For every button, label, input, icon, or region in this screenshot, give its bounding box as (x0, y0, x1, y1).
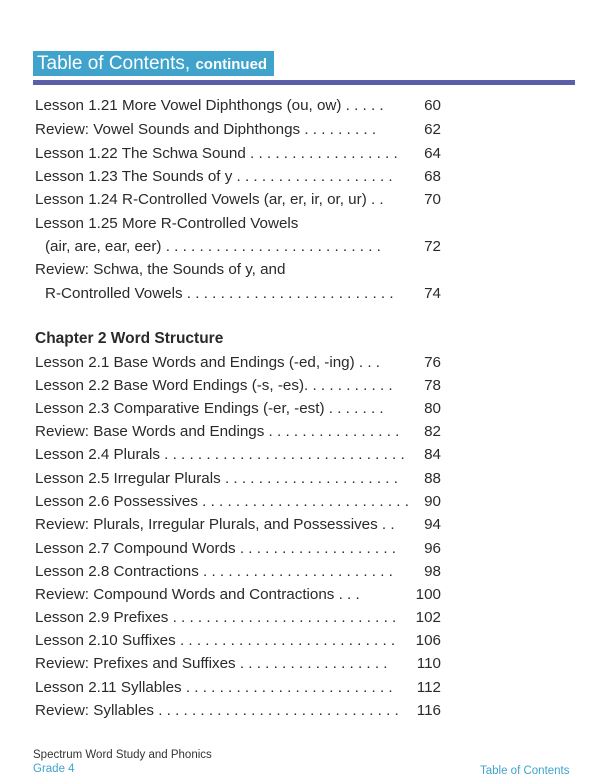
toc-entry-page: 82 (422, 421, 441, 443)
toc-entry (35, 352, 441, 374)
toc-entry-text: Lesson 1.24 R-Controlled Vowels (ar, er, ir, or, ur) . . (35, 191, 384, 208)
toc-entry-page: 116 (415, 700, 441, 722)
toc-entry-text: Lesson 1.22 The Schwa Sound . . . . . . . . . . . . . . . . . . (35, 145, 398, 162)
section-title-continued: continued (195, 56, 268, 73)
toc-entry-text: Lesson 2.6 Possessives . . . . . . . . . . . . . . . . . . . . . . . . . (35, 493, 409, 510)
title-divider (33, 80, 575, 85)
toc-entry-text: Lesson 2.5 Irregular Plurals . . . . . . . . . . . . . . . . . . . . . (35, 470, 398, 487)
section-title-main: Table of Contents, (37, 53, 191, 74)
toc-entry-page: 76 (422, 352, 441, 374)
toc-entry-text: Lesson 2.7 Compound Words . . . . . . . . . . . . . . . . . . . (35, 540, 396, 557)
toc-entry-page: 102 (414, 607, 441, 629)
toc-entry-text: Lesson 2.9 Prefixes . . . . . . . . . . . . . . . . . . . . . . . . . . . (35, 609, 397, 626)
toc-entry-page: 94 (422, 514, 441, 536)
toc-entry-text: Lesson 1.25 More R-Controlled Vowels (35, 215, 299, 232)
toc-entry-page: 70 (422, 189, 441, 211)
toc-entry (35, 189, 441, 211)
toc-entry (35, 607, 441, 629)
toc-entry-text: Lesson 2.2 Base Word Endings (-s, -es). . . . . . . . . . . (35, 377, 393, 394)
toc-entry (35, 166, 441, 188)
footer-book-info (33, 748, 212, 776)
toc-entry (35, 584, 441, 606)
toc-entry-page: 100 (414, 584, 441, 606)
toc-entry-page: 106 (414, 630, 441, 652)
toc-entry-page: 68 (422, 166, 441, 188)
toc-entry (35, 95, 441, 117)
toc-entry-text: Review: Prefixes and Suffixes . . . . . . . . . . . . . . . . . . (35, 655, 388, 672)
toc-entry-page: 62 (422, 119, 441, 141)
toc-entry-page: 90 (422, 491, 441, 513)
toc-entry-page: 112 (415, 677, 441, 699)
toc-entry-text: Lesson 2.8 Contractions . . . . . . . . . . . . . . . . . . . . . . . (35, 563, 393, 580)
toc-entry-text: Review: Compound Words and Contractions . . . (35, 586, 360, 603)
toc-entry-text: Lesson 1.23 The Sounds of y . . . . . . . . . . . . . . . . . . . (35, 168, 393, 185)
toc-entry-page: 98 (422, 561, 441, 583)
toc-entry (35, 375, 441, 397)
toc-entry-text: Lesson 2.3 Comparative Endings (-er, -est) . . . . . . . (35, 400, 384, 417)
toc-entry-text: Review: Syllables . . . . . . . . . . . . . . . . . . . . . . . . . . . . . (35, 702, 399, 719)
toc-entry-page: 88 (422, 468, 441, 490)
toc-entry-text: R-Controlled Vowels . . . . . . . . . . . . . . . . . . . . . . . . . (45, 285, 394, 302)
toc-entry-text: Lesson 1.21 More Vowel Diphthongs (ou, ow) . . . . . (35, 97, 384, 114)
toc-entry-page: 64 (422, 143, 441, 165)
toc-entry (35, 653, 441, 675)
toc-entry-page: 110 (415, 653, 441, 675)
toc-entry (35, 491, 441, 513)
toc-entry (35, 283, 441, 305)
toc-entry-page: 72 (422, 236, 441, 258)
toc-entry (35, 677, 441, 699)
toc-entry (35, 468, 441, 490)
section-title (33, 51, 274, 76)
toc-entry-text: Review: Schwa, the Sounds of y, and (35, 261, 286, 278)
toc-entry (35, 143, 441, 165)
toc-entry-text: Review: Plurals, Irregular Plurals, and Possessives . . (35, 516, 395, 533)
toc-entry-page: 78 (422, 375, 441, 397)
footer-section-name: Table of Contents (480, 765, 570, 777)
toc-entry (35, 538, 441, 560)
toc-entry (35, 213, 441, 235)
toc-entry-text: (air, are, ear, eer) . . . . . . . . . . . . . . . . . . . . . . . . . . (45, 238, 381, 255)
footer-book-title: Spectrum Word Study and Phonics (33, 749, 212, 761)
toc-entry (35, 700, 441, 722)
toc-entry (35, 421, 441, 443)
toc-entry (35, 444, 441, 466)
toc-entry (35, 561, 441, 583)
footer-grade: Grade 4 (33, 763, 75, 775)
toc-entry (35, 119, 441, 141)
toc-entry (35, 259, 441, 281)
toc-entry (35, 236, 441, 258)
toc-entry-page: 84 (422, 444, 441, 466)
toc-entry (35, 630, 441, 652)
toc-entry-page: 74 (422, 283, 441, 305)
toc-entry-text: Lesson 2.1 Base Words and Endings (-ed, -ing) . . . (35, 354, 380, 371)
toc-entry-text: Review: Vowel Sounds and Diphthongs . . . . . . . . . (35, 121, 377, 138)
chapter-heading: Chapter 2 Word Structure (35, 330, 224, 347)
toc-entry-text: Lesson 2.11 Syllables . . . . . . . . . . . . . . . . . . . . . . . . . (35, 679, 393, 696)
toc-entry-page: 80 (422, 398, 441, 420)
toc-entry (35, 514, 441, 536)
toc-entry-text: Lesson 2.10 Suffixes . . . . . . . . . . . . . . . . . . . . . . . . . . (35, 632, 396, 649)
toc-entry-text: Lesson 2.4 Plurals . . . . . . . . . . . . . . . . . . . . . . . . . . . . . (35, 446, 405, 463)
toc-entry (35, 398, 441, 420)
toc-entry-page: 60 (422, 95, 441, 117)
toc-entry-text: Review: Base Words and Endings . . . . . . . . . . . . . . . . (35, 423, 400, 440)
toc-entry-page: 96 (422, 538, 441, 560)
